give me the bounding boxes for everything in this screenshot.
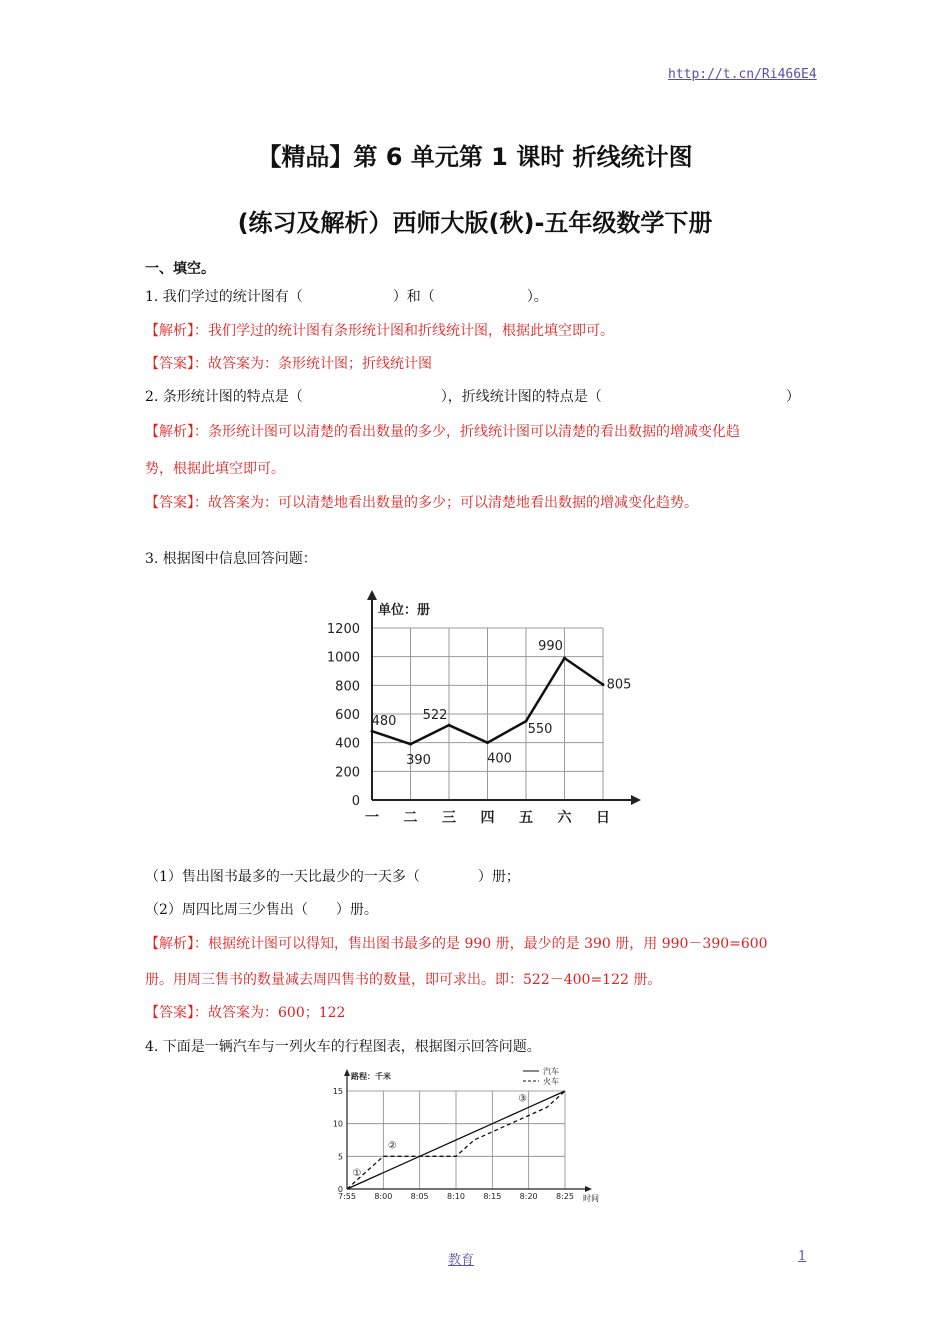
question-2 xyxy=(145,386,800,406)
footer-center[interactable]: 教育 xyxy=(448,1253,475,1268)
data-label: 805 xyxy=(606,677,632,693)
data-label: 480 xyxy=(371,714,397,730)
y-axis-arrow xyxy=(344,1069,350,1076)
x-axis-arrow xyxy=(631,795,641,805)
q3-analysis-2: 册。用周三售书的数量减去周四售书的数量，即可求出。即：522－400=122 册。 xyxy=(145,972,662,988)
q2-answer: 【答案】：故答案为：可以清楚地看出数量的多少；可以清楚地看出数据的增减变化趋势。 xyxy=(145,495,698,511)
x-tick-label: 8:25 xyxy=(556,1192,574,1201)
x-axis-arrow xyxy=(585,1186,592,1192)
x-tick-label: 三 xyxy=(442,810,456,826)
question-1 xyxy=(145,286,548,306)
data-point xyxy=(409,743,412,746)
x-tick-label: 8:05 xyxy=(410,1192,429,1201)
y-tick-label: 0 xyxy=(351,794,360,809)
y-tick-label: 15 xyxy=(332,1087,343,1096)
y-tick-label: 0 xyxy=(337,1185,343,1194)
y-tick-label: 10 xyxy=(332,1119,343,1129)
data-point xyxy=(486,741,489,744)
page-title-line2: (练习及解析）西师大版(秋)-五年级数学下册 xyxy=(237,209,713,237)
x-tick-label: 四 xyxy=(480,810,495,826)
data-label: 522 xyxy=(422,708,448,724)
y-tick-label: 600 xyxy=(335,708,360,723)
y-tick-label: 200 xyxy=(335,765,360,781)
q3-sub1-text-a: （1）售出图书最多的一天比最少的一天多（ xyxy=(145,869,420,885)
q2-analysis-2: 势，根据此填空即可。 xyxy=(145,461,285,477)
data-label: 550 xyxy=(527,722,553,738)
q3-sub2-text-a: （2）周四比周三少售出（ xyxy=(145,902,308,918)
chart-books xyxy=(300,580,660,835)
y-axis-arrow xyxy=(367,590,377,600)
q1-text-a: 1. 我们学过的统计图有（ xyxy=(145,289,303,305)
x-tick-label: 二 xyxy=(403,810,418,826)
data-label: 990 xyxy=(538,639,563,655)
data-point xyxy=(563,657,566,660)
q1-answer: 【答案】：故答案为：条形统计图；折线统计图 xyxy=(145,356,432,372)
q3-sub2 xyxy=(145,899,378,919)
q2-text-b: ），折线统计图的特点是（ xyxy=(440,389,602,405)
data-point xyxy=(602,683,605,686)
y-tick-label: 1000 xyxy=(326,650,360,666)
data-label: 390 xyxy=(406,753,431,769)
q1-text-b: ）和（ xyxy=(392,289,435,305)
legend-label-2: 火车 xyxy=(543,1077,559,1086)
page-title-line1: 【精品】第 6 单元第 1 课时 折线统计图 xyxy=(257,143,693,171)
chart-travel xyxy=(325,1063,625,1208)
header-link[interactable]: http://t.cn/Ri466E4 xyxy=(668,67,817,82)
y-tick-label: 800 xyxy=(335,679,360,695)
q3-analysis-1: 【解析】：根据统计图可以得知，售出图书最多的是 990 册，最少的是 390 册，用 990－390=600 xyxy=(145,936,768,952)
y-tick-label: 1200 xyxy=(326,622,360,637)
question-3: 3. 根据图中信息回答问题： xyxy=(145,551,317,567)
y-axis-label: 路程：千米 xyxy=(351,1072,391,1081)
page-number: 1 xyxy=(798,1249,807,1264)
marker-label: ③ xyxy=(518,1093,528,1105)
q3-sub2-text-b: ）册。 xyxy=(335,902,378,918)
question-4: 4. 下面是一辆汽车与一列火车的行程图表，根据图示回答问题。 xyxy=(145,1039,541,1055)
q1-text-c: ）。 xyxy=(526,289,548,305)
x-tick-label: 一 xyxy=(365,810,379,826)
q2-text-a: 2. 条形统计图的特点是（ xyxy=(145,389,303,405)
y-axis-label: 单位：册 xyxy=(378,603,431,618)
x-tick-label: 日 xyxy=(596,810,610,826)
x-tick-label: 8:20 xyxy=(519,1192,538,1201)
x-axis-label: 时间 xyxy=(583,1194,599,1203)
q3-sub1 xyxy=(145,866,520,886)
section-heading: 一、填空。 xyxy=(145,261,215,277)
q3-answer: 【答案】：故答案为：600；122 xyxy=(145,1005,346,1021)
legend-label-1: 汽车 xyxy=(543,1067,559,1076)
data-point xyxy=(448,724,451,727)
x-tick-label: 7:55 xyxy=(338,1192,356,1201)
marker-label: ② xyxy=(387,1140,397,1152)
x-tick-label: 五 xyxy=(519,810,533,826)
x-tick-label: 8:00 xyxy=(374,1192,393,1201)
q1-analysis: 【解析】：我们学过的统计图有条形统计图和折线统计图，根据此填空即可。 xyxy=(145,323,614,339)
q2-text-c: ） xyxy=(785,389,800,405)
y-tick-label: 400 xyxy=(335,736,360,752)
q2-analysis-1: 【解析】：条形统计图可以清楚的看出数量的多少，折线统计图可以清楚的看出数据的增减变化趋 xyxy=(145,424,740,440)
x-tick-label: 8:15 xyxy=(483,1192,502,1201)
x-tick-label: 8:10 xyxy=(447,1192,465,1201)
data-point xyxy=(371,730,374,733)
q3-sub1-text-b: ）册； xyxy=(477,869,520,885)
data-label: 400 xyxy=(487,751,512,767)
y-tick-label: 5 xyxy=(337,1152,343,1162)
x-tick-label: 六 xyxy=(557,810,572,826)
marker-label: ① xyxy=(352,1167,362,1179)
